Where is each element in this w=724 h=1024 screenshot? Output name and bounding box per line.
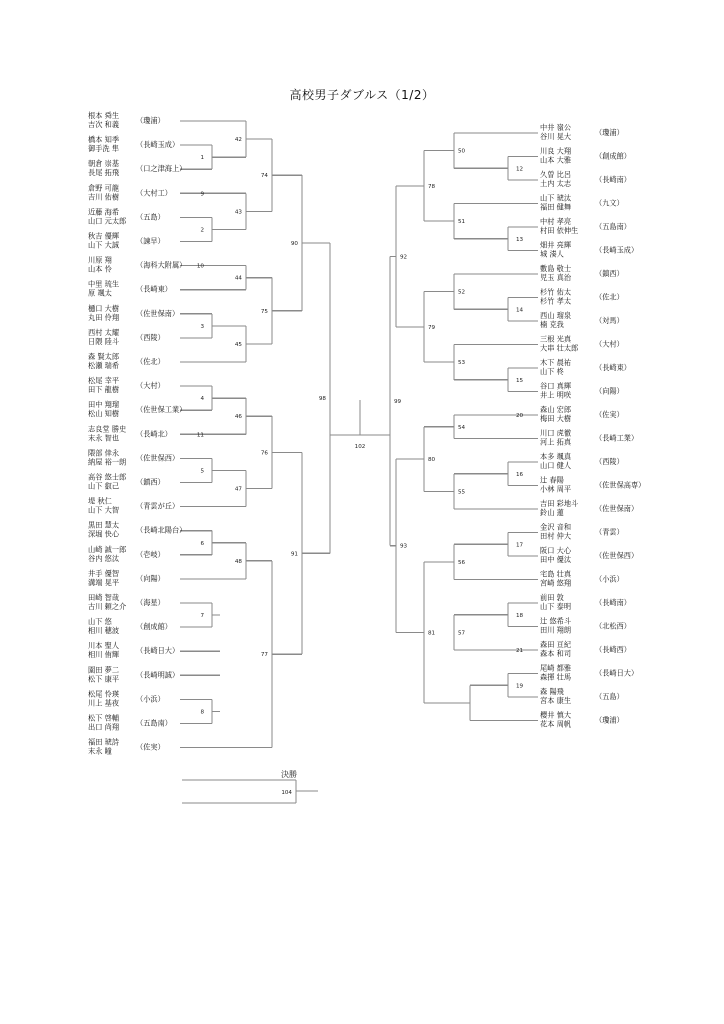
- player-name: 土内 太志: [540, 179, 572, 188]
- match-number: 77: [260, 652, 268, 659]
- school-name: （西陵）: [595, 457, 624, 466]
- player-name: 山下 泰明: [540, 602, 572, 611]
- match-number: 92: [400, 254, 408, 261]
- player-name: 森本 和司: [540, 649, 572, 658]
- player-name: 河上 拓真: [540, 437, 572, 447]
- school-name: （五島）: [595, 692, 624, 701]
- match-number: 79: [428, 324, 436, 331]
- player-name: 川原 翔: [88, 255, 112, 265]
- school-name: （佐世保南）: [595, 504, 639, 513]
- match-number: 75: [260, 308, 268, 315]
- school-name: （五島南）: [136, 718, 172, 728]
- player-name: 溝端 晃平: [88, 577, 120, 587]
- match-number: 16: [516, 471, 524, 478]
- player-name: 児玉 真治: [540, 273, 572, 282]
- player-name: 川良 大翔: [540, 146, 572, 156]
- player-name: 松尾 怜瑛: [88, 689, 120, 699]
- school-name: （長崎西）: [595, 645, 631, 654]
- player-name: 森 陽飛: [540, 687, 564, 696]
- school-name: （佐実）: [595, 410, 624, 419]
- player-name: 花本 周帆: [540, 719, 572, 729]
- school-name: （青雲）: [595, 527, 624, 537]
- school-name: （向陽）: [595, 386, 624, 396]
- school-name: （佐世保西）: [136, 453, 180, 463]
- match-number: 57: [458, 630, 466, 637]
- player-name: 山下 琥汰: [540, 193, 572, 203]
- school-name: （西陵）: [136, 332, 165, 342]
- match-number: 3: [200, 323, 204, 330]
- player-name: 園田 夢二: [88, 665, 120, 675]
- school-name: （長崎南）: [595, 598, 631, 607]
- match-number: 78: [428, 183, 436, 190]
- match-number: 46: [234, 414, 242, 421]
- match-number: 98: [318, 396, 326, 403]
- school-name: （対馬）: [595, 316, 624, 325]
- school-name: （鎮西）: [136, 477, 165, 487]
- player-name: 畑井 亮輝: [540, 240, 572, 250]
- player-name: 谷川 晃大: [540, 132, 572, 141]
- player-name: 秋吉 優輝: [88, 231, 120, 241]
- match-number: 51: [458, 219, 466, 226]
- player-name: 山口 健人: [540, 461, 572, 470]
- match-number: 4: [200, 396, 204, 403]
- match-number: 18: [516, 612, 524, 619]
- player-name: 小林 周平: [540, 484, 572, 494]
- match-number: 50: [458, 148, 466, 155]
- player-name: 森田 亘紀: [540, 640, 572, 649]
- player-name: 堤 秋仁: [88, 496, 112, 506]
- school-name: （長崎東）: [595, 363, 631, 372]
- match-number: 21: [516, 648, 524, 654]
- player-name: 末永 智也: [88, 433, 120, 443]
- match-number: 13: [516, 236, 524, 243]
- match-number: 56: [458, 559, 466, 566]
- player-name: 倉野 可龍: [88, 183, 120, 193]
- player-name: 數島 敬士: [540, 264, 572, 273]
- player-name: 杉竹 佑太: [540, 287, 572, 297]
- player-name: 西村 太耀: [88, 327, 120, 337]
- match-number: 43: [234, 209, 242, 216]
- player-name: 大串 壮太郎: [540, 343, 579, 353]
- school-name: （五島）: [136, 212, 165, 222]
- school-name: （九文）: [595, 198, 624, 208]
- school-name: （諫早）: [136, 236, 165, 246]
- player-name: 森 賢太郎: [88, 352, 120, 361]
- match-number: 104: [281, 790, 292, 796]
- player-name: 田中 優汰: [540, 555, 572, 564]
- player-name: 山本 大雅: [540, 155, 572, 165]
- player-name: 福田 琥詩: [88, 737, 120, 747]
- player-name: 鈴山 蓮: [540, 508, 564, 517]
- player-name: 松下 啓輔: [88, 713, 120, 723]
- player-name: 中里 琉生: [88, 279, 120, 289]
- match-number: 76: [260, 450, 268, 457]
- player-name: 橋本 知季: [88, 135, 120, 145]
- player-name: 楠 克我: [540, 320, 564, 329]
- player-name: 中井 嶺公: [540, 123, 572, 132]
- school-name: （向陽）: [136, 573, 165, 583]
- school-name: （長崎南）: [595, 175, 631, 184]
- player-name: 木下 晨祐: [540, 358, 572, 367]
- player-name: 櫻井 慎大: [540, 710, 572, 720]
- school-name: （口之津海上）: [136, 164, 187, 174]
- player-name: 深堀 快心: [88, 529, 120, 539]
- player-name: 松尾 幸平: [88, 376, 120, 386]
- match-number: 14: [516, 307, 524, 314]
- school-name: （海星）: [136, 598, 165, 607]
- match-number: 55: [458, 489, 466, 496]
- player-name: 日隈 陸斗: [88, 336, 120, 346]
- match-number: 54: [458, 424, 466, 431]
- player-name: 朝倉 崇基: [88, 159, 120, 169]
- school-name: （創成館）: [595, 151, 631, 161]
- final-label: 決勝: [281, 770, 297, 779]
- match-number: 10: [196, 263, 204, 270]
- school-name: （佐実）: [136, 742, 165, 752]
- player-name: 長尾 拓飛: [88, 168, 120, 178]
- match-number: 91: [290, 551, 298, 558]
- player-name: 田中 翔瑠: [88, 400, 120, 410]
- match-number: 6: [200, 540, 204, 547]
- match-number: 15: [516, 377, 524, 384]
- player-name: 本多 颯真: [540, 452, 572, 461]
- match-number: 47: [234, 486, 242, 493]
- match-number: 9: [200, 191, 204, 198]
- player-name: 中村 孝亮: [540, 217, 572, 226]
- school-name: （長崎東）: [136, 284, 172, 294]
- match-number: 17: [516, 542, 524, 549]
- player-name: 井手 優智: [88, 568, 120, 578]
- player-name: 谷内 悠汰: [88, 553, 120, 563]
- player-name: 山下 大誠: [88, 240, 120, 250]
- school-name: （長崎日大）: [595, 668, 639, 678]
- page-title: 高校男子ダブルス（1/2）: [289, 88, 435, 102]
- player-name: 末永 瞳: [88, 746, 112, 756]
- school-name: （海科大附属）: [136, 260, 187, 270]
- match-number: 99: [394, 399, 402, 406]
- player-name: 辻 春陽: [540, 475, 564, 485]
- school-name: （鎮西）: [595, 269, 624, 278]
- player-name: 川口 虎徹: [540, 428, 572, 438]
- player-name: 三根 光真: [540, 334, 572, 344]
- match-number: 11: [196, 432, 204, 439]
- player-name: 城 湊人: [540, 249, 564, 259]
- match-number: 20: [516, 413, 524, 419]
- match-number: 44: [234, 275, 242, 282]
- player-name: 宮本 康生: [540, 696, 572, 705]
- player-name: 村田 依伸生: [540, 226, 579, 235]
- player-name: 原 颯太: [88, 288, 112, 298]
- player-name: 尾崎 都雅: [540, 663, 572, 673]
- player-name: 田崎 智哉: [88, 593, 120, 602]
- player-name: 前田 敦: [540, 593, 564, 602]
- school-name: （創成館）: [136, 622, 172, 632]
- player-name: 吉田 彩地斗: [540, 499, 579, 508]
- player-name: 根本 舜生: [88, 111, 120, 120]
- player-name: 川本 聖人: [88, 641, 120, 651]
- match-number: 19: [516, 683, 524, 690]
- match-number: 12: [516, 166, 524, 173]
- player-name: 松下 康平: [88, 674, 120, 684]
- player-name: 辻 悠希斗: [540, 616, 572, 626]
- school-name: （長崎玉成）: [136, 140, 180, 150]
- school-name: （長崎北陽台）: [136, 525, 187, 535]
- player-name: 近藤 海希: [88, 207, 120, 217]
- school-name: （長崎玉成）: [595, 245, 639, 255]
- school-name: （大村工）: [136, 188, 172, 198]
- player-name: 久曽 比呂: [540, 170, 572, 179]
- school-name: （佐北）: [136, 357, 165, 366]
- bracket-labels: [88, 111, 645, 796]
- player-name: 金沢 音和: [540, 522, 572, 532]
- player-name: 田村 仲大: [540, 531, 572, 541]
- school-name: （佐世保工業）: [136, 405, 187, 415]
- player-name: 森揮 壮馬: [540, 672, 572, 682]
- school-name: （佐世保南）: [136, 308, 180, 318]
- player-name: 阪口 大心: [540, 546, 572, 555]
- player-name: 相川 侑輝: [88, 650, 120, 660]
- player-name: 梅田 大樹: [540, 414, 572, 423]
- school-name: （大村）: [595, 339, 624, 349]
- player-name: 山下 叡己: [88, 481, 120, 491]
- player-name: 山下 大智: [88, 505, 120, 515]
- match-number: 1: [200, 155, 204, 162]
- match-number: 7: [200, 613, 204, 620]
- player-name: 西山 瑠泉: [540, 311, 572, 320]
- school-name: （長崎明誠）: [136, 670, 180, 680]
- school-name: （小浜）: [595, 574, 624, 584]
- school-name: （佐北）: [595, 292, 624, 302]
- player-name: 山口 元太郎: [88, 216, 127, 226]
- bracket-lines: [180, 121, 538, 803]
- player-name: 松山 知樹: [88, 409, 120, 419]
- player-name: 吉次 和義: [88, 120, 120, 129]
- school-name: （大村）: [136, 381, 165, 391]
- player-name: 樋口 大樹: [88, 303, 120, 313]
- school-name: （佐世保高専）: [595, 480, 646, 490]
- player-name: 川上 基夜: [88, 698, 120, 708]
- match-number: 53: [458, 360, 466, 367]
- school-name: （瓊浦）: [595, 715, 624, 725]
- school-name: （五島南）: [595, 222, 631, 231]
- player-name: 御手洗 隼: [88, 144, 120, 154]
- player-name: 宅島 壮真: [540, 569, 572, 579]
- player-name: 高谷 悠士郎: [88, 472, 127, 482]
- school-name: （壱岐）: [136, 549, 165, 559]
- school-name: （瓊浦）: [136, 116, 165, 125]
- school-name: （長崎北）: [136, 429, 172, 439]
- player-name: 志良堂 勝史: [88, 424, 127, 434]
- match-number: 45: [234, 341, 242, 348]
- player-name: 納屋 裕一朗: [88, 457, 127, 467]
- player-name: 古川 頼之介: [88, 602, 127, 611]
- player-name: 丸田 伶翔: [88, 312, 120, 322]
- player-name: 相川 穂波: [88, 626, 120, 636]
- player-name: 吉川 佑樹: [88, 192, 120, 202]
- player-name: 井上 明咲: [540, 390, 572, 400]
- match-number: 81: [428, 630, 436, 637]
- player-name: 出口 尚翔: [88, 722, 120, 732]
- school-name: （佐世保西）: [595, 551, 639, 560]
- player-name: 山下 悠: [88, 617, 112, 627]
- player-name: 山本 怜: [88, 264, 112, 274]
- match-number: 48: [234, 558, 242, 565]
- match-number: 80: [428, 457, 436, 464]
- player-name: 森山 宏郎: [540, 405, 572, 414]
- player-name: 福田 健舞: [540, 202, 572, 212]
- player-name: 田下 龍樹: [88, 385, 120, 395]
- player-name: 杉竹 孝太: [540, 296, 572, 306]
- match-number: 74: [260, 173, 268, 180]
- school-name: （小浜）: [136, 694, 165, 704]
- player-name: 黒田 慧太: [88, 520, 120, 530]
- match-number: 93: [400, 543, 408, 550]
- match-number: 5: [200, 468, 204, 475]
- match-number: 90: [290, 241, 298, 248]
- match-number: 2: [200, 227, 204, 234]
- school-name: （青雲が丘）: [136, 501, 180, 511]
- player-name: 田川 翔朗: [540, 625, 572, 635]
- school-name: （北松西）: [595, 621, 631, 631]
- match-number: 102: [354, 444, 366, 450]
- player-name: 隈部 倖永: [88, 448, 120, 458]
- match-number: 52: [458, 289, 466, 296]
- player-name: 谷口 真輝: [540, 381, 572, 391]
- school-name: （長崎工業）: [595, 433, 639, 443]
- school-name: （瓊浦）: [595, 128, 624, 137]
- match-number: 8: [200, 709, 204, 716]
- player-name: 松瀬 瑞希: [88, 361, 120, 370]
- match-number: 42: [234, 137, 242, 144]
- player-name: 山崎 誠一郎: [88, 544, 127, 554]
- player-name: 山下 柊: [540, 367, 564, 376]
- school-name: （長崎日大）: [136, 646, 180, 656]
- player-name: 宮崎 悠翔: [540, 578, 572, 588]
